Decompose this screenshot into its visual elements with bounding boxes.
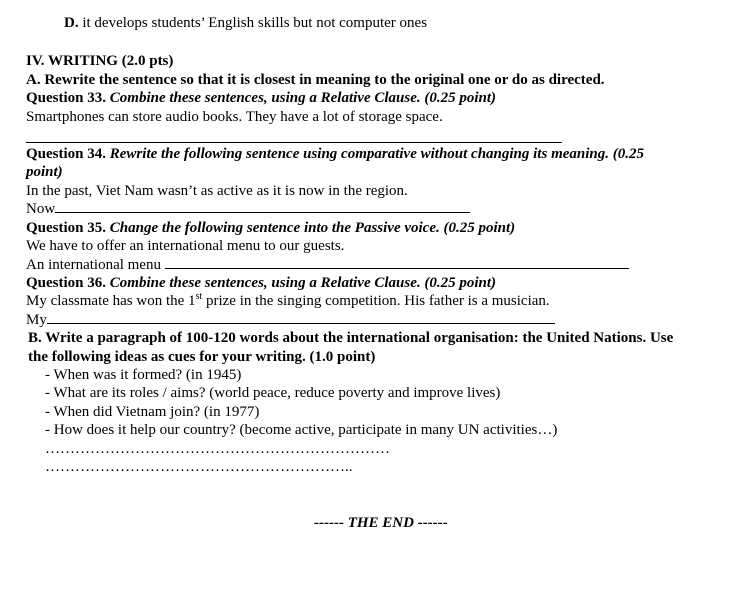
q33-answer-line[interactable]	[26, 142, 562, 143]
q34-answer-line[interactable]	[55, 200, 470, 213]
q34-answer	[26, 200, 470, 218]
q36-label: Question 36.	[26, 275, 107, 291]
q33-sentence: Smartphones can store audio books. They have a lot of storage space.	[26, 109, 443, 125]
q36-sentence	[26, 292, 550, 310]
q36-sentence-sup: st	[195, 291, 203, 302]
cue-item: - How does it help our country? (become active, participate in many UN activities…)	[45, 422, 558, 438]
q36-answer-line[interactable]	[47, 311, 555, 324]
part-b-line2: the following ideas as cues for your writing. (1.0 point)	[28, 349, 376, 365]
q35-label: Question 35.	[26, 220, 107, 236]
q34-prompt: Now	[26, 201, 56, 217]
q34-instruction-line1: Rewrite the following sentence using comparative without changing its meaning. (0.25	[106, 146, 644, 162]
q36-answer	[26, 311, 555, 329]
q33-label: Question 33.	[26, 90, 107, 106]
part-a-heading: A. Rewrite the sentence so that it is closest in meaning to the original one or do as directed.	[26, 72, 605, 88]
q33-heading	[26, 89, 496, 107]
q34-heading	[26, 145, 644, 163]
writing-dots-line[interactable]: ……………………………………………………..	[45, 459, 353, 475]
q34-instruction-line2: point)	[26, 164, 63, 180]
q35-heading	[26, 219, 515, 237]
option-d-letter: D.	[64, 15, 79, 31]
q36-prompt: My	[26, 312, 47, 328]
part-b-line1: B. Write a paragraph of 100-120 words about the international organisation: the United Nations. Use	[28, 330, 674, 346]
q36-sentence-before: My classmate has won the 1	[26, 293, 196, 309]
writing-dots-line[interactable]: ……………………………………………………………	[45, 441, 390, 457]
q35-answer-line[interactable]	[165, 256, 629, 269]
q34-sentence: In the past, Viet Nam wasn’t as active as it is now in the region.	[26, 183, 408, 199]
q35-answer	[26, 256, 629, 274]
q33-instruction: Combine these sentences, using a Relative Clause. (0.25 point)	[106, 90, 497, 106]
q35-sentence: We have to offer an international menu to our guests.	[26, 238, 345, 254]
option-d-text: it develops students’ English skills but not computer ones	[78, 15, 428, 31]
cue-item: - What are its roles / aims? (world peace, reduce poverty and improve lives)	[45, 385, 501, 401]
q36-sentence-after: prize in the singing competition. His father is a musician.	[202, 293, 550, 309]
q36-instruction: Combine these sentences, using a Relative Clause. (0.25 point)	[106, 275, 497, 291]
the-end: ------ THE END ------	[314, 515, 448, 531]
q35-prompt: An international menu	[26, 257, 165, 273]
option-d	[64, 14, 427, 32]
cue-item: - When was it formed? (in 1945)	[45, 367, 242, 383]
q34-label: Question 34.	[26, 146, 107, 162]
q36-heading	[26, 274, 496, 292]
q35-instruction: Change the following sentence into the Passive voice. (0.25 point)	[106, 220, 516, 236]
section-iv-heading: IV. WRITING (2.0 pts)	[26, 53, 174, 69]
cue-item: - When did Vietnam join? (in 1977)	[45, 404, 260, 420]
